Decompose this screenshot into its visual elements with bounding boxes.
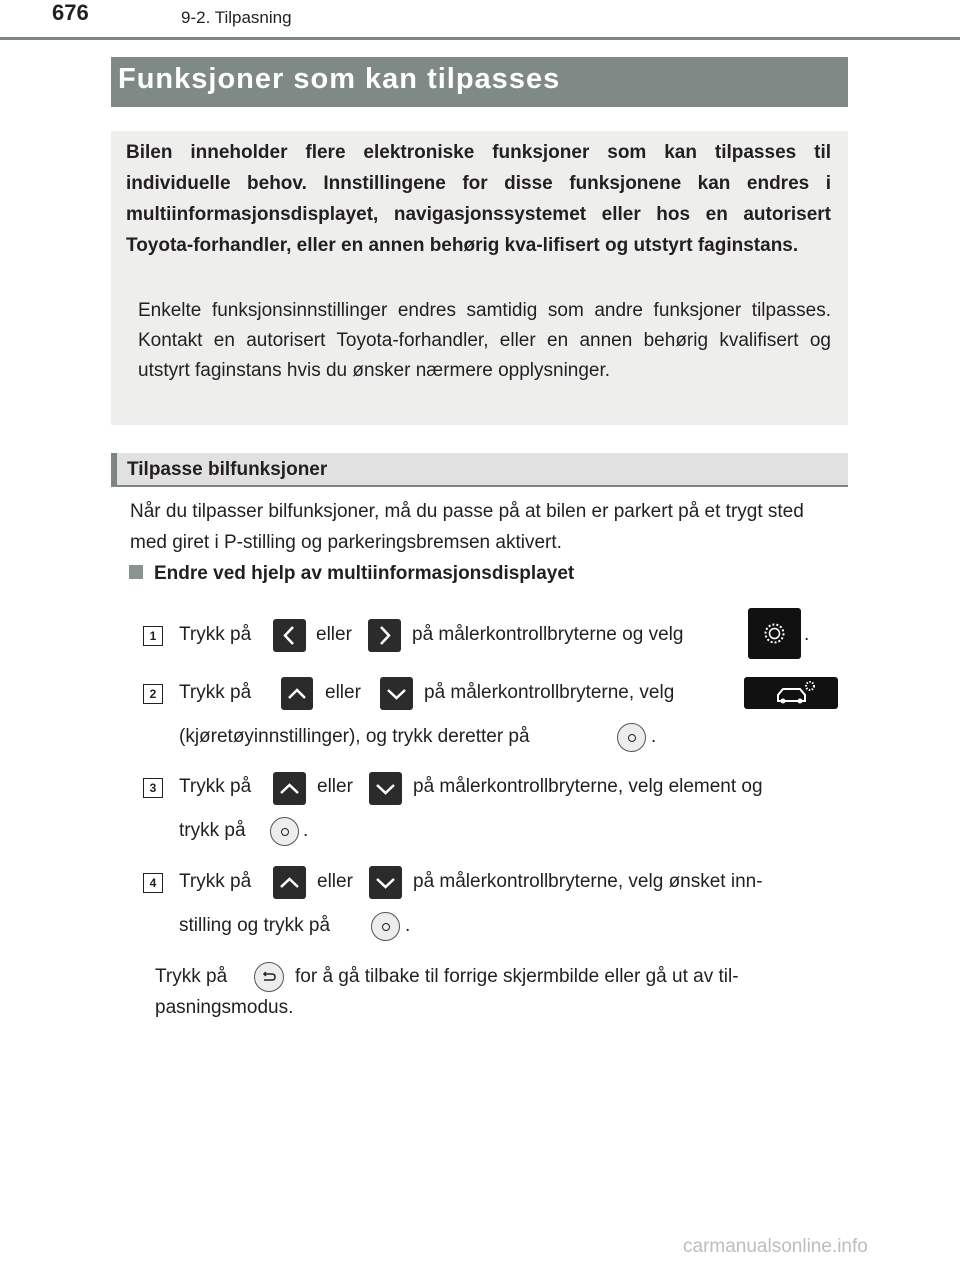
section-heading-text: Tilpasse bilfunksjoner bbox=[127, 459, 328, 480]
back-note-text: pasningsmodus. bbox=[155, 997, 294, 1018]
square-bullet-icon bbox=[129, 565, 143, 579]
step-text: på målerkontrollbryterne, velg ønsket inn- bbox=[413, 871, 763, 892]
step-text: eller bbox=[316, 624, 352, 645]
step-text: eller bbox=[317, 871, 353, 892]
back-button-icon bbox=[254, 962, 284, 992]
header-divider bbox=[0, 37, 960, 40]
step-text: på målerkontrollbryterne, velg element og bbox=[413, 776, 763, 797]
safety-paragraph: Når du tilpasser bilfunksjoner, må du passe på at bilen er parkert på et trygt sted med giret i P-stilling og parkeringsbremsen aktivert. bbox=[130, 501, 804, 553]
chevron-up-icon bbox=[281, 677, 313, 710]
chevron-up-icon bbox=[273, 772, 306, 805]
step-text: Trykk på bbox=[179, 682, 252, 703]
watermark: carmanualsonline.info bbox=[683, 1236, 868, 1257]
step-text: på målerkontrollbryterne, velg bbox=[424, 682, 675, 703]
step-text: eller bbox=[325, 682, 361, 703]
step-text: trykk på bbox=[179, 820, 246, 841]
step-text: Trykk på bbox=[179, 776, 252, 797]
section-heading bbox=[111, 453, 848, 487]
step-text: Trykk på bbox=[179, 871, 252, 892]
step-text: stilling og trykk på bbox=[179, 915, 331, 936]
subsection-title-text: Endre ved hjelp av multiinformasjonsdisplayet bbox=[154, 563, 575, 584]
intro-text: Bilen inneholder flere elektroniske funksjoner som kan tilpasses til individuelle behov. Innstillingene for disse funksjonene kan endres i multiinformasjonsdisplayet, navigasjonssystemet eller hos en autorisert Toyota-forhandler, eller en annen behørig kva-lifisert og utstyrt faginstans. bbox=[126, 142, 831, 256]
step-text: på målerkontrollbryterne og velg bbox=[412, 624, 684, 645]
step-number: 2 bbox=[143, 684, 163, 704]
step-text: Trykk på bbox=[179, 624, 252, 645]
chevron-down-icon bbox=[369, 866, 402, 899]
step-text: (kjøretøyinnstillinger), og trykk deretter på bbox=[179, 726, 530, 747]
ok-dot bbox=[281, 828, 289, 836]
ok-dot bbox=[382, 923, 390, 931]
ok-dot bbox=[628, 734, 636, 742]
section-reference: 9-2. Tilpasning bbox=[181, 8, 292, 27]
ok-button-icon bbox=[270, 817, 299, 846]
ok-button-icon bbox=[617, 723, 646, 752]
ok-button-icon bbox=[371, 912, 400, 941]
heading-accent-bar bbox=[111, 453, 117, 485]
back-note-text: for å gå tilbake til forrige skjermbilde eller gå ut av til- bbox=[295, 966, 739, 987]
chevron-up-icon bbox=[273, 866, 306, 899]
step-text: . bbox=[651, 726, 657, 747]
chevron-right-icon bbox=[368, 619, 401, 652]
back-note-text: Trykk på bbox=[155, 966, 228, 987]
step-number: 1 bbox=[143, 626, 163, 646]
page-number: 676 bbox=[52, 0, 89, 25]
step-text: . bbox=[303, 820, 309, 841]
step-text: eller bbox=[317, 776, 353, 797]
step-text: . bbox=[804, 624, 810, 645]
chevron-down-icon bbox=[380, 677, 413, 710]
page-title: Funksjoner som kan tilpasses bbox=[111, 57, 848, 107]
subsection-title bbox=[129, 563, 574, 585]
step-number: 3 bbox=[143, 778, 163, 798]
vehicle-settings-icon bbox=[744, 677, 838, 709]
step-number: 4 bbox=[143, 873, 163, 893]
intro-note: Enkelte funksjonsinnstillinger endres samtidig som andre funksjoner tilpasses. Kontakt en autorisert Toyota-forhandler, eller en annen behørig kvalifisert og utstyrt faginstans hvis du ønsker nærmere opplysninger. bbox=[138, 300, 831, 381]
settings-gear-icon bbox=[748, 608, 801, 659]
chevron-down-icon bbox=[369, 772, 402, 805]
step-text: . bbox=[405, 915, 411, 936]
chevron-left-icon bbox=[273, 619, 306, 652]
